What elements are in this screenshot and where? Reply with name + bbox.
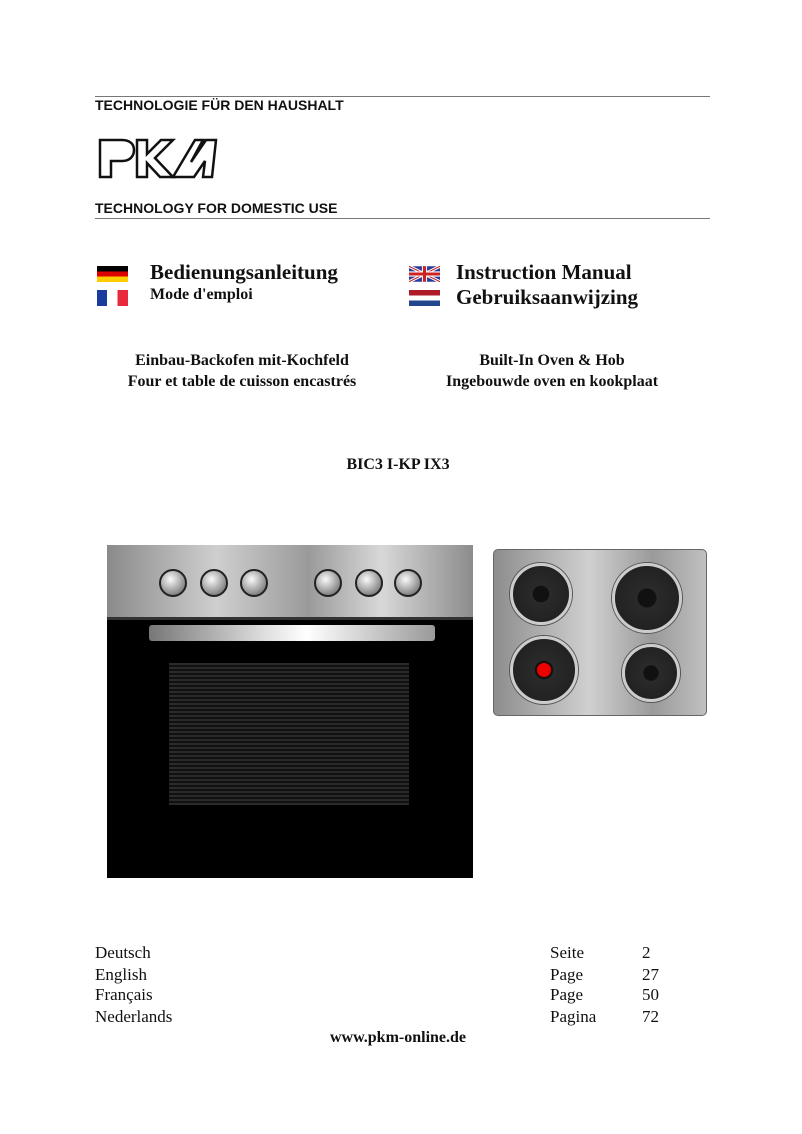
knob <box>240 569 268 597</box>
product-de: Einbau-Backofen mit-Kochfeld <box>135 352 349 369</box>
toc-label: Page <box>550 985 584 1004</box>
title-fr: Mode d'emploi <box>150 286 253 303</box>
dutch-flag-icon <box>409 290 440 306</box>
pkm-logo <box>97 137 219 179</box>
tagline-en: TECHNOLOGY FOR DOMESTIC USE <box>95 200 338 216</box>
product-fr: Four et table de cuisson encastrés <box>127 373 357 390</box>
toc-page: 72 <box>642 1007 659 1026</box>
french-flag-icon <box>97 290 128 306</box>
toc-language: English <box>95 965 147 984</box>
website-link[interactable]: www.pkm-online.de <box>329 1029 467 1046</box>
toc-label: Seite <box>550 943 584 962</box>
hob-image <box>493 549 707 716</box>
title-en: Instruction Manual <box>456 260 632 284</box>
toc-page: 27 <box>642 965 659 984</box>
toc-language: Français <box>95 985 153 1004</box>
header-rule <box>95 218 710 219</box>
oven-image <box>107 545 473 878</box>
title-nl: Gebruiksaanwijzing <box>456 285 639 309</box>
title-de: Bedienungsanleitung <box>150 260 338 284</box>
hotplate <box>612 563 682 633</box>
uk-flag-icon <box>409 266 440 282</box>
hotplate <box>510 636 578 704</box>
knob <box>200 569 228 597</box>
german-flag-icon <box>97 266 128 282</box>
toc-page: 2 <box>642 943 651 962</box>
toc-label: Pagina <box>550 1007 597 1026</box>
tagline-de: TECHNOLOGIE FÜR DEN HAUSHALT <box>95 97 344 113</box>
knob <box>159 569 187 597</box>
hotplate <box>510 563 572 625</box>
product-nl: Ingebouwde oven en kookplaat <box>445 373 659 390</box>
toc-label: Page <box>550 965 584 984</box>
toc-page: 50 <box>642 985 659 1004</box>
control-panel <box>107 545 473 620</box>
toc-language: Deutsch <box>95 943 151 962</box>
heat-indicator <box>537 663 551 677</box>
toc-language: Nederlands <box>95 1007 173 1026</box>
hotplate <box>622 644 680 702</box>
product-en: Built-In Oven & Hob <box>479 352 625 369</box>
model-number: BIC3 I-KP IX3 <box>346 456 450 473</box>
oven-handle <box>149 625 435 641</box>
knob <box>394 569 422 597</box>
knob <box>314 569 342 597</box>
knob <box>355 569 383 597</box>
oven-window <box>169 663 409 805</box>
